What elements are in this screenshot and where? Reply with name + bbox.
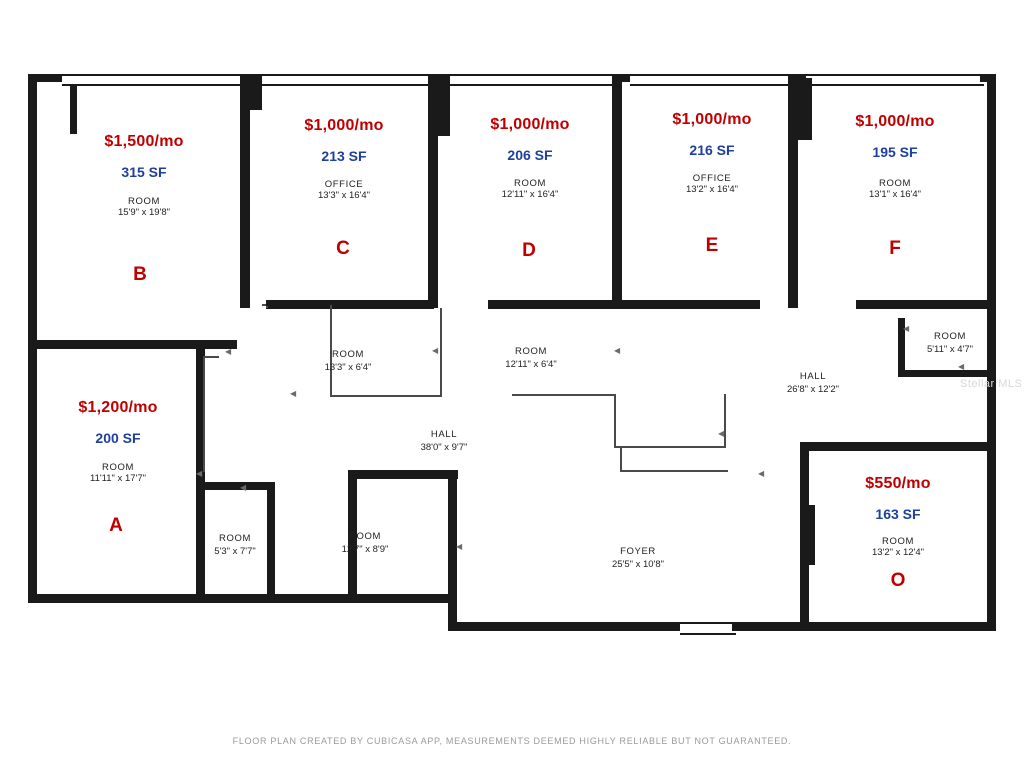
unit-d-dimensions: 12'11" x 16'4" xyxy=(501,189,559,201)
unit-f-letter: F xyxy=(889,238,901,259)
small-room xyxy=(214,532,256,559)
corridor-wall-top-e xyxy=(620,300,760,309)
small-room-dimensions: 5'3" x 7'7" xyxy=(214,546,256,558)
small-room-name: ROOM xyxy=(219,533,251,544)
partition-c-d-thick xyxy=(428,74,450,136)
unit-o-price: $550/mo xyxy=(865,475,931,492)
small-room-wall-right xyxy=(267,482,275,596)
unit-c-room-type: OFFICE xyxy=(324,178,364,190)
unit-o-letter: O xyxy=(890,570,906,591)
unit-o-area: 163 SF xyxy=(875,506,921,522)
corridor-guide-5 xyxy=(512,394,616,396)
exterior-wall-bottom-mid xyxy=(448,622,686,631)
exterior-wall-bottom-left xyxy=(28,594,200,603)
unit-a-dimensions: 11'11" x 17'7" xyxy=(90,473,146,485)
partition-b-c-thick xyxy=(240,74,262,110)
dim-tick-3: ◀ xyxy=(432,346,439,355)
dim-tick-5: ◀ xyxy=(903,324,910,333)
mid-room-dimensions: 12'7" x 8'9" xyxy=(341,544,389,556)
room-d-lower-name: ROOM xyxy=(515,346,547,357)
mid-room-name: ROOM xyxy=(349,531,381,542)
dim-tick-8: ◀ xyxy=(758,469,765,478)
unit-c-letter: C xyxy=(336,238,350,259)
corridor-guide-8 xyxy=(724,394,726,448)
corridor-wall-top-c xyxy=(266,300,434,309)
unit-b-dimensions: 15'9" x 19'8" xyxy=(117,207,171,219)
unit-f-labels xyxy=(855,112,934,201)
unit-b-room-type: ROOM xyxy=(128,195,160,207)
unit-o-labels xyxy=(865,474,930,559)
unit-d-letter: D xyxy=(522,240,536,261)
room-c-lower-dimensions: 13'3" x 6'4" xyxy=(324,362,372,374)
window-top-2 xyxy=(258,74,432,86)
hall-main-name: HALL xyxy=(430,429,458,440)
room-c-lower-name: ROOM xyxy=(332,349,364,360)
corridor-wall-top-f xyxy=(856,300,992,309)
exterior-wall-left xyxy=(28,74,37,346)
corridor-guide-6 xyxy=(614,394,616,448)
unit-o-wall-top xyxy=(800,442,992,451)
dim-tick-9: ◀ xyxy=(456,542,463,551)
unit-e-price: $1,000/mo xyxy=(672,111,752,128)
corridor-guide-11 xyxy=(266,306,268,308)
unit-f-area: 195 SF xyxy=(872,144,918,160)
dim-tick-7: ◀ xyxy=(718,429,725,438)
unit-a-letter: A xyxy=(109,515,123,536)
hall-right-name: HALL xyxy=(799,371,827,382)
unit-a-door-arc xyxy=(205,356,219,358)
unit-e-letter: E xyxy=(705,235,719,256)
small-room-wall-top xyxy=(203,482,275,490)
dim-tick-11: ◀ xyxy=(240,483,247,492)
unit-b-price: $1,500/mo xyxy=(104,133,184,150)
storage-room-dimensions: 5'11" x 4'7" xyxy=(926,344,974,356)
unit-e-room-type: OFFICE xyxy=(692,172,732,184)
window-top-1 xyxy=(62,74,242,86)
storage-wall-bottom xyxy=(898,370,992,377)
foyer-dimensions: 25'5" x 10'8" xyxy=(611,559,665,571)
watermark: Stellar MLS xyxy=(960,378,1023,390)
unit-o-dimensions: 13'2" x 12'4" xyxy=(871,547,925,559)
footer-note: FLOOR PLAN CREATED BY CUBICASA APP, MEASUREMENTS DEEMED HIGHLY RELIABLE BUT NOT GUARANTEED. xyxy=(232,736,792,746)
dim-tick-6: ◀ xyxy=(958,362,965,371)
dim-tick-10: ◀ xyxy=(196,469,203,478)
corridor-guide-7 xyxy=(614,446,726,448)
window-top-3 xyxy=(446,74,616,86)
unit-f-dimensions: 13'1" x 16'4" xyxy=(868,189,922,201)
unit-c-labels xyxy=(304,116,383,202)
dim-tick-4: ◀ xyxy=(614,346,621,355)
unit-c-area: 213 SF xyxy=(321,148,367,164)
unit-e-area: 216 SF xyxy=(689,142,735,158)
unit-c-dimensions: 13'3" x 16'4" xyxy=(317,190,371,202)
exterior-wall-right-lower xyxy=(987,435,996,631)
corridor-guide-9 xyxy=(620,470,728,472)
exterior-wall-bottom-left2 xyxy=(196,594,456,603)
partition-e-f-thick xyxy=(796,78,812,140)
corridor-wall-top-b xyxy=(37,340,237,349)
entry-door-bottom xyxy=(680,622,736,635)
dim-tick-2: ◀ xyxy=(290,389,297,398)
unit-b-area: 315 SF xyxy=(121,164,167,180)
hall-right-dimensions: 26'8" x 12'2" xyxy=(786,384,840,396)
unit-d-price: $1,000/mo xyxy=(490,116,570,133)
corridor-guide-10 xyxy=(620,448,622,472)
exterior-wall-left-lower xyxy=(28,346,37,602)
window-top-5 xyxy=(806,74,984,86)
unit-a-area: 200 SF xyxy=(95,430,141,446)
unit-a-door-line xyxy=(203,356,205,472)
hall-main-dimensions: 38'0" x 9'7" xyxy=(420,442,468,454)
mid-room xyxy=(342,530,389,557)
storage-room-name: ROOM xyxy=(934,331,966,342)
foyer xyxy=(612,545,664,572)
common-room-c-lower xyxy=(325,348,372,375)
window-top-4 xyxy=(630,74,792,86)
unit-a-room-type: ROOM xyxy=(102,461,134,473)
unit-d-area: 206 SF xyxy=(507,147,553,163)
corridor-guide-3 xyxy=(440,308,442,396)
hall-right xyxy=(787,370,839,397)
partition-d-e xyxy=(612,74,622,308)
unit-a-wall-right-lower xyxy=(196,482,205,596)
common-room-d-lower xyxy=(505,345,556,372)
hall-main xyxy=(421,428,468,455)
corridor-guide-2 xyxy=(330,395,442,397)
jamb-b-left xyxy=(70,86,77,134)
unit-d-labels xyxy=(490,115,569,201)
foyer-name: FOYER xyxy=(620,546,656,557)
corridor-wall-top-d xyxy=(488,300,620,309)
unit-o-inner-partition xyxy=(806,505,815,565)
unit-b-labels xyxy=(104,132,183,219)
unit-a-labels xyxy=(78,398,157,485)
unit-d-room-type: ROOM xyxy=(514,177,546,189)
unit-c-price: $1,000/mo xyxy=(304,117,384,134)
unit-a-price: $1,200/mo xyxy=(78,399,158,416)
unit-e-labels xyxy=(672,110,751,196)
unit-e-dimensions: 13'2" x 16'4" xyxy=(685,184,739,196)
exterior-wall-bottom-right xyxy=(732,622,996,631)
common-room-storage xyxy=(927,330,973,357)
unit-o-room-type: ROOM xyxy=(882,535,914,547)
mid-room-wall-top xyxy=(348,470,458,479)
room-d-lower-dimensions: 12'11" x 6'4" xyxy=(505,359,557,371)
unit-f-price: $1,000/mo xyxy=(855,113,935,130)
unit-f-room-type: ROOM xyxy=(879,177,911,189)
dim-tick-1: ◀ xyxy=(225,347,232,356)
unit-b-letter: B xyxy=(133,264,147,285)
